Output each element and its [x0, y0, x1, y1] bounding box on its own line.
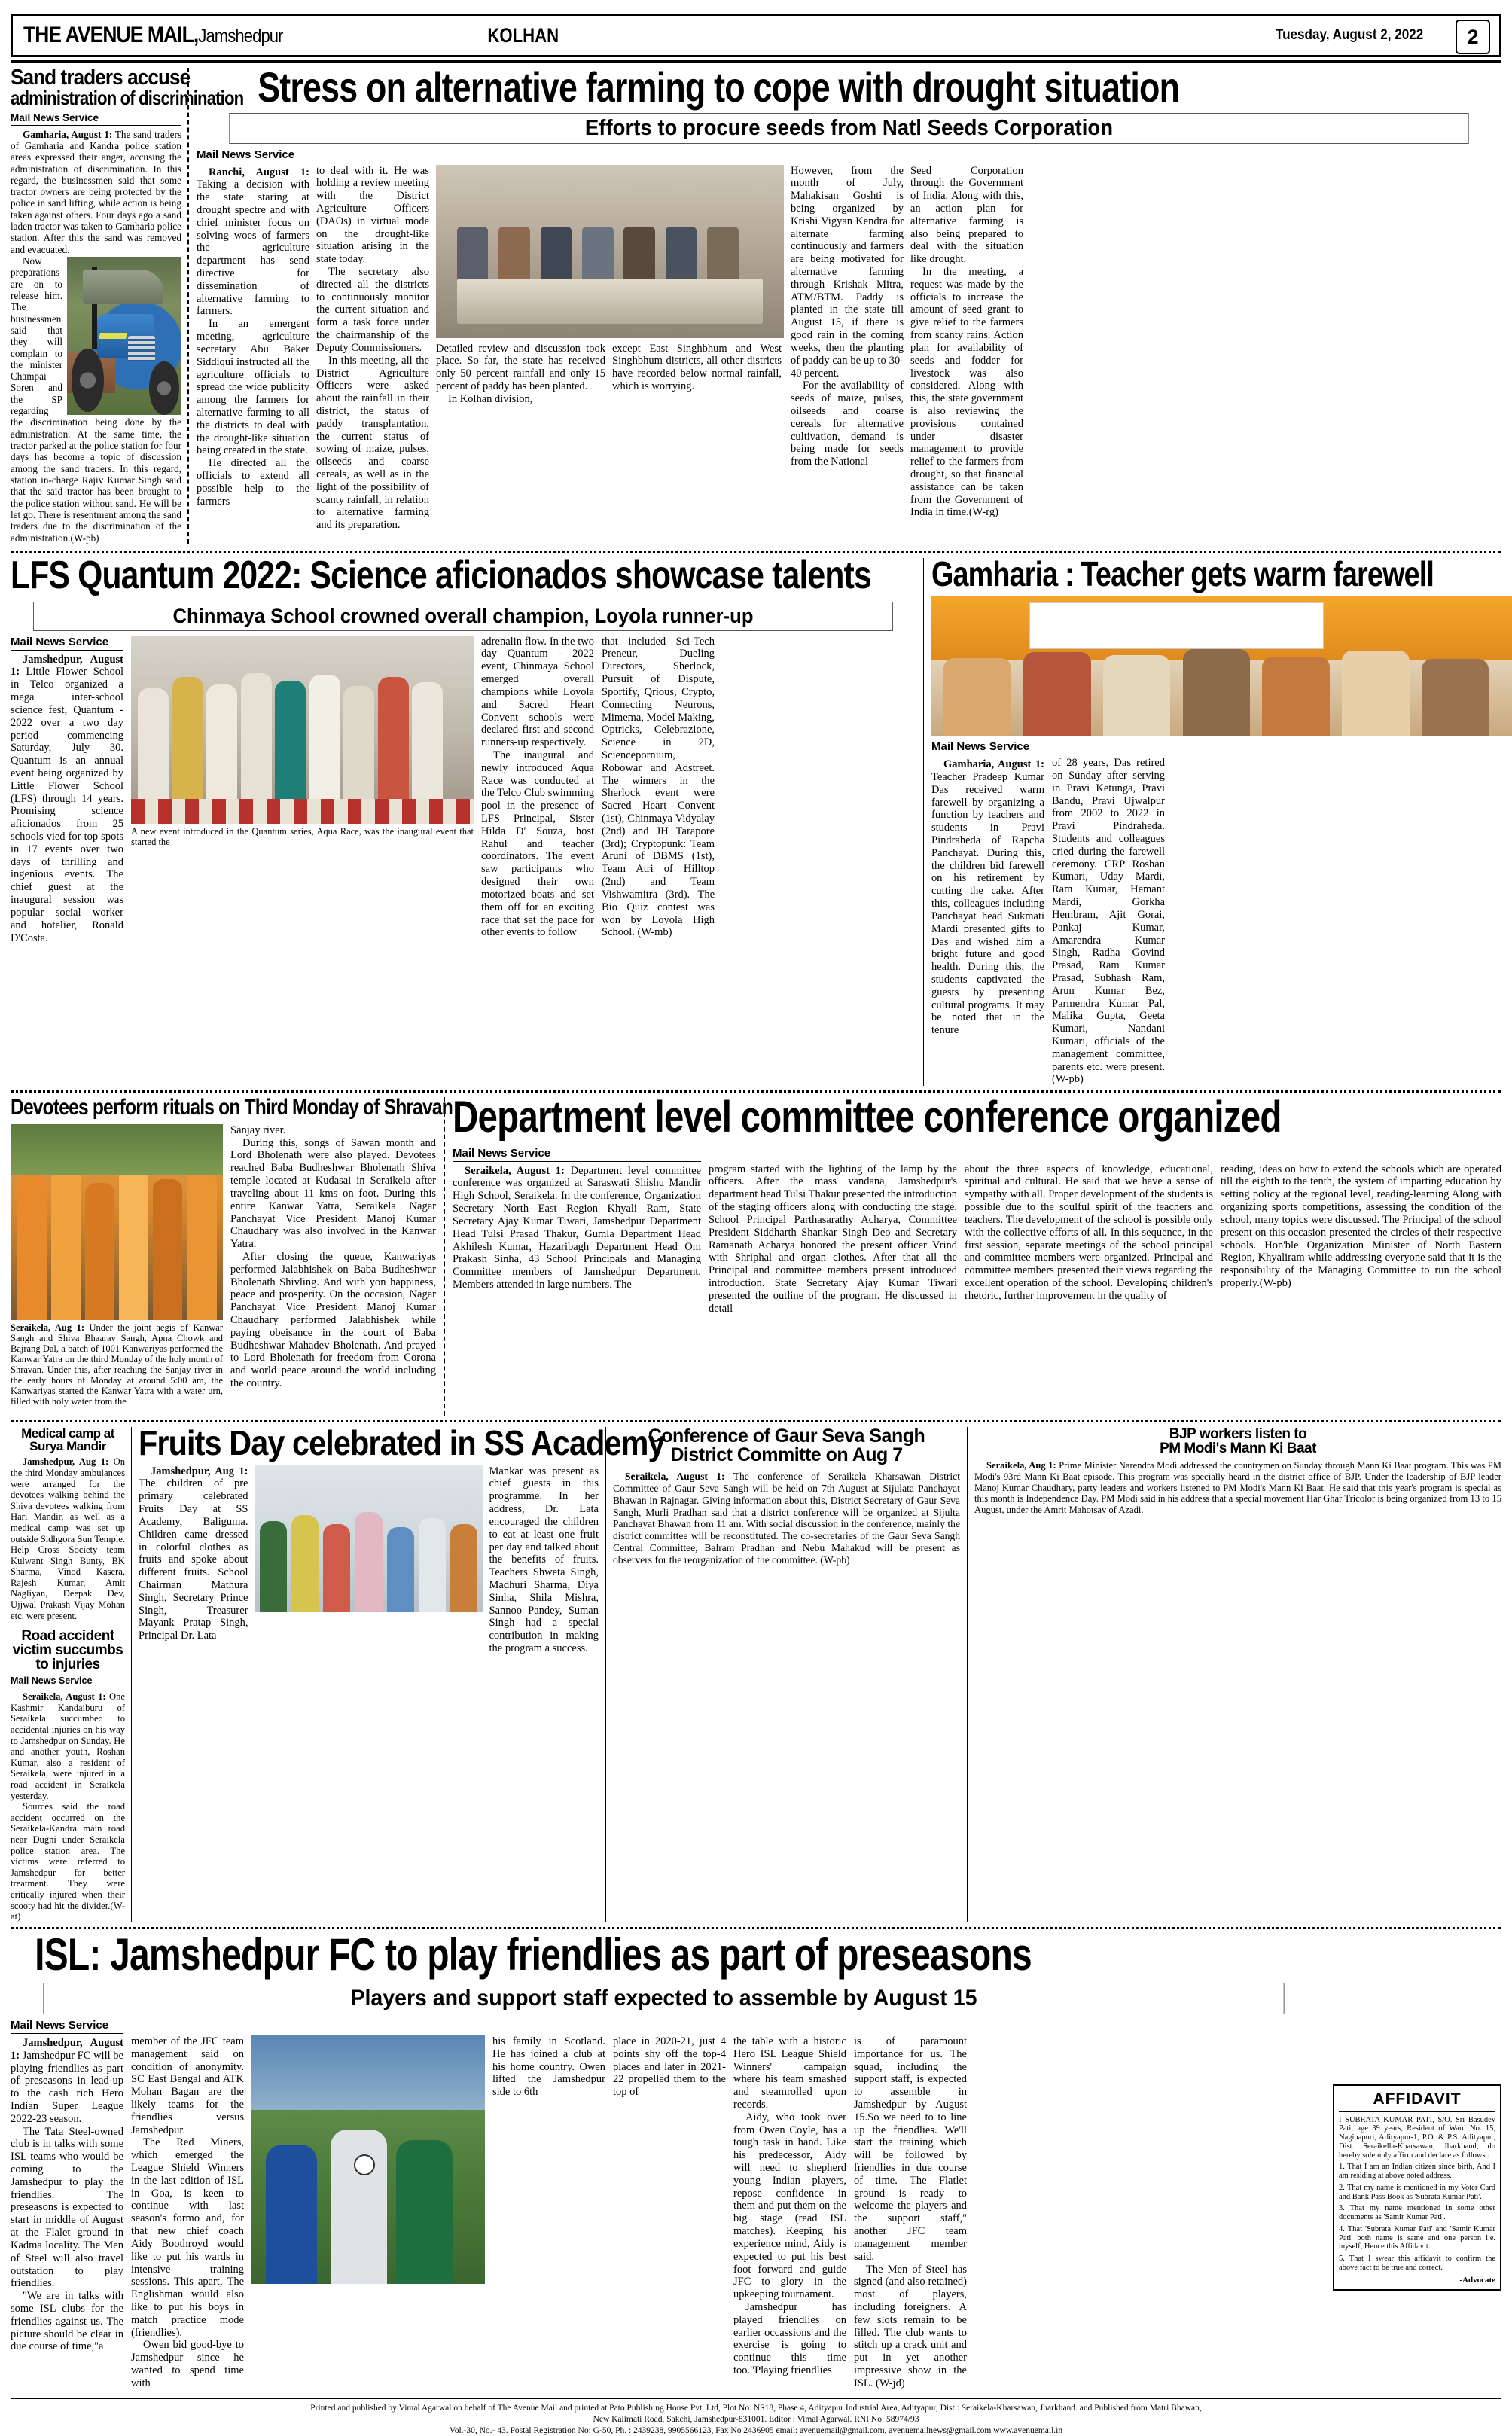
page-footer: [11, 2398, 1501, 2436]
isl-c2-p2: The Red Miners, which emerged the League Shield Winners in the last edition of ISL in Goa, is keen to continue with last season's formo and, for that new chief coach Aidy Boothroyd would like to put his wards in intensive training sessions. This apart, The Englishman would also like to put his boys in match practice mode (friendlies).: [131, 2136, 244, 2339]
isl-columns: [11, 2019, 1317, 2390]
gaur-headline-1: Conference of Gaur Seva Sangh: [648, 1425, 925, 1447]
article-road-accident: [11, 1629, 125, 1922]
sand-p1-text: The sand traders of Gamharia and Kandra police station areas expressed their anger, accusing the administration of discrimination. In this regard, the businessmen said that some tractor owners are being protected by the police in sand lifting, while action is being taken against others. Four days ago a sand laden tractor was taken to Gamharia police station. After this the sand was removed and evacuated.: [11, 128, 181, 255]
isl-c4-p1: his family in Scotland. He has joined a club at his home country. Owen lifted the Jamshedpur side to 6th: [492, 2035, 605, 2099]
affidavit-p2: 1. That I am an Indian citizen since birth, And I am residing at above noted address.: [1339, 2163, 1495, 2181]
lfs-byline: Mail News Service: [11, 636, 123, 651]
department-c1-p1-text: Department level committee conference was organized at Saraswati Shishu Mandir High School, Seraikela. In the conference, Organization Secretary North East Region Khyali Ram, State Secretary Ajay Kumar Tiwari, Jamshedpur Department Head Tulsi Prasad Thakur, Gumla Department Head Akhilesh Kumar, Hazaribagh Department Head Om Prakash Sinha, 43 School Principals and Managing Committee members of Jamshedpur Department. Members attended in large numbers. The: [453, 1164, 702, 1291]
gaur-body-text: The conference of Seraikela Kharsawan District Committee of Gaur Seva Sangh will be held on 7th August at Sijulata Panchayat Bhawan in Rajnagar. Giving information about this, District Secretary of Gaur Seva Sangh, Murli Pradhan said that a district conference will be organized at Sijulta Panchayat Bhawan from 11 am. With social discussion in the conference, mainly the district committee will be reconstituted. The co-secretaries of the Gaur Seva Sangh Central Committee, Balram Pradhan and Nebu Mahakud will be present as observers for the reorganization of the committee. (W-pb): [613, 1471, 960, 1566]
sand-dateline: Gamharia, August 1:: [23, 128, 113, 140]
isl-c1-p3: "We are in talks with some ISL clubs for the friendlies against us. The picture should be clear in due course of time,"a: [11, 2290, 123, 2353]
road-body-text: One Kashmir Kandaiburu of Seraikela succumbed to accidental injuries on his way to Jamshedpur on Sunday. He and another youth, Roshan Kumar, also a resident of Seraikela, were injured in a road accident in Seraikela yesterday.: [11, 1691, 125, 1801]
road-byline: Mail News Service: [11, 1675, 125, 1688]
article-bjp: [967, 1427, 1501, 1922]
drought-dateline: Ranchi, August 1:: [209, 166, 309, 178]
isl-c7-p1: is of paramount importance for us. The squad, including the support staff, is expected to assemble in Jamshedpur by August 15.So we need to to line up the friendlies. We'll start the training which will be followed by friendlies in due course of time. The Flatlet ground is ready to welcome the players and the support staff," another JFC team management member said.: [854, 2035, 967, 2263]
isl-col-6: [733, 2019, 846, 2390]
affidavit-title: AFFIDAVIT: [1339, 2090, 1495, 2112]
isl-c6-p2: Aidy, who took over from Owen Coyle, has a tough task in hand. Like his predecessor, Aidy will need to shepherd young Indian players, repose confidence in them and put them on the big stage (read ISL matches). Keeping his experience mind, Aidy is expected to put his best foot forward and guide JFC to glory in the upkeeping tournament.: [733, 2111, 846, 2301]
drought-c1-p3: He directed all the officials to extend all possible help to the farmers: [197, 457, 309, 508]
affidavit-box: [1333, 2084, 1501, 2291]
lfs-col-2: [131, 636, 474, 945]
gamharia-col-2: [1052, 740, 1165, 1086]
devotees-columns: [11, 1124, 436, 1416]
lfs-headline: LFS Quantum 2022: Science aficionados showcase talents: [11, 553, 871, 597]
bjp-body-text: Prime Minister Narendra Modi addressed the countrymen on Sunday through Mann Ki Baat program. This was PM Modi's 93rd Mann Ki Baat episode. This program was specially heard in the district office of BJP. Under the leadership of BJP leader Manoj Kumar Chaudhary, party leaders and workers listened to PM Modi's Mann Ki Baat. He said that this year's program is special as this month is Independence Day. PM Modi said in his address that a special movement Har Ghar Tricolor is being organized from 13 to 15 August, under the Amrit Mahotsav of Azadi.: [974, 1460, 1501, 1515]
lfs-col-4: [602, 636, 715, 945]
lfs-col-1: [11, 636, 123, 945]
footer-line-3: Vol.-30, No.- 43. Postal Registration No: G-50, Ph. : 2439238, 9905566123, Fax No 2436905 email: avenuemail@gmail.com, avenuemailnews@gmail.com www.avenuemail.in: [449, 2425, 1063, 2435]
sand-paragraph-1: [11, 129, 181, 255]
masthead-paper-name: THE AVENUE MAIL,: [23, 23, 199, 47]
isl-byline: Mail News Service: [11, 2019, 123, 2034]
gaur-text: [613, 1471, 960, 1566]
road-text-2: Sources said the road accident occurred on the Seraikela-Kandra main road near Dugni under Seraikela police station area. The victims were referred to Jamshedpur for better treatment. They were critically injured when their scooty had hit the divider.(W-at): [11, 1801, 125, 1922]
isl-subhead: Players and support staff expected to assemble by August 15: [43, 1983, 1284, 2014]
masthead-title: [23, 23, 283, 48]
fruits-headline: Fruits Day celebrated in SS Academy: [139, 1423, 665, 1463]
article-gaur-seva: [605, 1427, 967, 1922]
article-devotees: [11, 1095, 453, 1416]
divider-3: [11, 1420, 1501, 1422]
drought-c2-p3: In this meeting, all the District Agriculture Officers were asked about the rainfall in their district, the status of paddy transplantation, the current status of sowing of maize, pulses, oilseeds and coarse cereals, as well as in the light of the possibility of scanty rainfall, in relation to alternative farming and its preparation.: [316, 354, 429, 532]
isl-col-2: [131, 2019, 244, 2390]
article-isl: [11, 1928, 1325, 2390]
lfs-c1-p1: [11, 654, 123, 945]
department-c4-p1: reading, ideas on how to extend the schools which are operated till the eighth to the tenth, the system of imparting education by setting policy at the regional level, reading-learning Along with organizing sports competitions, assessing the condition of the school, many topics were discussed. The Principal of the school present on this occasion presented the circles of their respective schools. Hon'ble Organization Minister of North Eastern Region, Khyaliram while addressing everyone said that it is the responsibility of the Managing Committee to run the school properly.(W-pb): [1221, 1163, 1501, 1289]
gamharia-columns: [931, 740, 1512, 1086]
row-two: [11, 553, 1501, 1086]
gaur-headline-2: District Committe on Aug 7: [670, 1444, 903, 1466]
drought-c2-p1: to deal with it. He was holding a review meeting with the District Agriculture Officers (DAOs) in virtual mode on the drought-like situation arising in the state today.: [316, 164, 429, 266]
devotees-headline: Devotees perform rituals on Third Monday of Shravan: [11, 1095, 453, 1120]
drought-headline: Stress on alternative farming to cope with drought situation: [258, 63, 1180, 111]
fruits-columns: [139, 1465, 599, 1655]
lfs-c1-p1-text: Little Flower School in Telco organized a mega inter-school science fest, Quantum - 2022 over a two day period commencing Saturday, July 30. Quantum is an annual event being organized by Little Flower School (LFS) through 14 years. Promising science aficionados from 25 schools vied for top spots in 17 events over two days of thrilling and ingenious events. The chief guest at the inaugural session was popular social worker and hotelier, Ronald D'Costa.: [11, 666, 123, 944]
isl-c1-p1-text: Jamshedpur FC will be playing friendlies as part of preseasons in lead-up to the cash rich Hero Indian Super League 2022-23 season.: [11, 2049, 123, 2125]
fruits-photo: [255, 1465, 483, 1612]
affidavit-p1: I SUBRATA KUMAR PATI, S/O. Sri Basudev Pati, age 39 years, Resident of Ward No. 15, Naginapuri, Adityapur-1, P.O. & P.S. Adityapur, Dist. Seraikella-Kharsawan, Jharkhand, do hereby solemnly affirm and declare as follows :: [1339, 2115, 1495, 2160]
isl-col-1: [11, 2019, 123, 2390]
devotees-caption: [11, 1322, 223, 1407]
devotees-c2-p2: During this, songs of Sawan month and Lord Bholenath were also played. Devotees reached Baba Budheshwar Bholenath Shiva temple located at Kudasai in Seraikela after traveling about 11 kms on foot. During this entire Kanwar Yatra, Seraikela Nagar Panchayat Vice President Manoj Kumar Chaudhary was also involved in the Kanwar Yatra.: [230, 1136, 436, 1251]
lfs-dateline: Jamshedpur, August 1:: [11, 653, 123, 678]
article-sand-traders: [11, 66, 244, 544]
article-lfs: [11, 553, 923, 1086]
department-col-1: [453, 1147, 701, 1316]
devotees-caption-dateline: Seraikela, Aug 1:: [11, 1322, 85, 1333]
article-medical-camp: [11, 1427, 125, 1621]
bjp-headline-2: PM Modi's Mann Ki Baat: [1160, 1441, 1316, 1457]
department-headline: Department level committee conference organized: [453, 1093, 1282, 1142]
isl-c7-p2: The Men of Steel has signed (and also retained) most of players, including foreigners. A few slots remain to be filled. The club wants to stitch up a crack unit and put in yet another impressive show in the ISL. (W-jd): [854, 2263, 967, 2389]
page-number-badge: 2: [1456, 20, 1490, 54]
devotees-col-1: [11, 1124, 223, 1416]
drought-c5-p1: Seed Corporation through the Government of India. Along with this, an action plan for alternative farming is also being prepared to deal with the situation like drought.: [910, 164, 1023, 266]
department-c2-p1: program started with the lighting of the lamp by the officers. After the mass vandana, Jamshedpur's department head Tulsi Thakur presented the introduction of the staging officers along with conducting the stage. School Principal Parthasarathy Acharya, Committee President Siddharth Shankar Singh Deo and Secretary Ramanath Acharya honored the present officer Vrind with Shriphal and organ clothes. After that all the Principal and committee members present introduced introduction. State Secretary Ajay Kumar Tiwari presented the outline of the program. He discussed in detail: [709, 1163, 957, 1315]
fruits-col-2: [255, 1465, 483, 1655]
gamharia-col-1: [931, 740, 1044, 1086]
row-top: [11, 63, 1501, 544]
department-col-3: [965, 1147, 1213, 1316]
gamharia-photo: [931, 596, 1512, 736]
bjp-headline-1: BJP workers listen to: [1169, 1426, 1307, 1443]
gamharia-byline: Mail News Service: [931, 740, 1044, 755]
medical-dateline: Jamshedpur, Aug 1:: [23, 1456, 109, 1468]
kanwar-photo: [11, 1124, 223, 1320]
article-gamharia: [923, 553, 1512, 1086]
affidavit-p4: 3. That my name mentioned in some other documents as 'Samir Kumar Pati'.: [1339, 2204, 1495, 2222]
meeting-photo: [436, 165, 784, 338]
masthead: [11, 14, 1501, 57]
medical-text: [11, 1456, 125, 1621]
isl-headline: ISL: Jamshedpur FC to play friendlies as part of preseasons: [35, 1928, 1032, 1980]
isl-col-7: [854, 2019, 967, 2390]
drought-col3-sub: [436, 343, 784, 406]
lfs-c4-p1: that included Sci-Tech Preneur, Dueling Directors, Sherlock, Pursuit of Dispute, Sportify, Qrious, Crypto, Connecting Neurons, Mimema, Model Making, Optricks, Celebrazione, Science in 2D, Sciencepornium, Robowar and Adstreet. The winners in the Sherlock event were Sacred Heart Convent (1st), Chinmaya Vidyalay (2nd) and JH Tarapore (3rd); Cryptopunk: Team Aruni of DBMS (1st), Team Atri of Hilltop (2nd) and Team Vishwamitra (3rd). The Bio Quiz contest was won by Loyola High School. (W-mb): [602, 635, 715, 939]
department-col-2: [709, 1147, 957, 1316]
sand-byline: Mail News Service: [11, 112, 181, 126]
gamharia-c2-p1: of 28 years, Das retired on Sunday after serving in Pravi Ketunga, Pravi Bandu, Pravi Ujwalpur from 2002 to 2022 in Pravi Pindraheda. Students and colleagues cried during the farewell ceremony. CRP Roshan Kumari, Uday Mardi, Ram Kumar, Hemant Mardi, Gorkha Hembram, Ajit Gorai, Pankaj Kumar, Amarendra Kumar Singh, Radha Govind Prasad, Ram Kumar Prasad, Subhash Ram, Arun Kumar Bez, Parmendra Kumar Pal, Malika Gupta, Geeta Kumari, Nandani Kumari, officials of the management committee, parents etc. were present.(W-pb): [1052, 757, 1165, 1086]
department-columns: [453, 1147, 1501, 1316]
drought-col-2: [316, 148, 429, 532]
road-dateline: Seraikela, August 1:: [23, 1691, 106, 1703]
drought-c2-p2: The secretary also directed all the districts to continuously monitor the current situation and form a task force under the chairmanship of the Deputy Commissioners.: [316, 266, 429, 354]
devotees-c2-p3: After closing the queue, Kanwariyas performed Jalabhishek on Baba Budheshwar Bholenath Shivling. And with yon happiness, peace and prosperity. On the occasion, Nagar Panchayat Vice President Manoj Kumar Chaudhary performed Jalabhishek while paying obeisance in the court of Baba Budheshwar Mahadev Bholenath. And prayed to Lord Bholenath for freedom from Corona and world peace around the world including the country.: [230, 1250, 436, 1390]
medical-headline-2: Surya Mandir: [29, 1439, 106, 1454]
article-drought: [187, 63, 1501, 544]
department-c1-p1: [453, 1165, 701, 1291]
drought-col-5: [910, 148, 1023, 532]
footer-line-1: Printed and published by Vimal Agarwal on behalf of The Avenue Mail and printed at Pato Publishing House Pvt. Ltd, Plot No. NS18, Phase 4, Adityapur Industrial Area, Adityapur, Dist : Seraikela-Kharsawan, Jharkhand. and Published from Matri Bhawan,: [310, 2403, 1202, 2413]
isl-col-4: [492, 2019, 605, 2390]
drought-columns: [197, 148, 1501, 532]
isl-col-3: [251, 2019, 485, 2390]
drought-c5-p2: In the meeting, a request was made by the officials to increase the amount of seed grant to give relief to the farmers from scanty rains. Action plan for availability of seeds and fodder for livestock was also considered. Along with this, the state government is also reviewing the provisions contained under disaster management to provide relief to the farmers from drought, so that financial assistance can be taken from the Government of India in time.(W-rg): [910, 266, 1023, 519]
article-department: [444, 1093, 1501, 1416]
lfs-group-photo: [131, 636, 474, 824]
tractor-photo: [67, 257, 181, 415]
masthead-weekday: Tuesday,: [1275, 27, 1330, 43]
isl-c2-p3: Owen bid good-bye to Jamshedpur since he wanted to spend time with: [131, 2339, 244, 2389]
row-five: [11, 1928, 1501, 2390]
drought-col-1: [197, 148, 309, 532]
devotees-c2-p1: Sanjay river.: [230, 1123, 286, 1136]
fruits-col-1: [139, 1465, 248, 1655]
sand-paragraph-2: Now preparations are on to release him. The businessmen said that they will complain to the minister Champai Soren and the SP regarding the discrimination being done by the administration. At the same time, the tractor parked at the police station for four days has become a topic of discussion among the sand traders. In this regard, station in-charge Rajiv Kumar Singh said that the said tractor has been brought to the police station without sand. He will be let go. There is resentment among the sand traders due to the discrimination of the administration.(W-pb): [11, 255, 181, 544]
masthead-date: [1276, 27, 1423, 44]
medical-headline-1: Medical camp at: [21, 1426, 114, 1441]
isl-c1-p1: [11, 2037, 123, 2126]
drought-c1-p1: [197, 166, 309, 319]
bjp-text: [974, 1460, 1501, 1515]
fruits-c3-p1: Mankar was present as chief guests in this programme. In her address, Dr. Lata encouraged the children to eat at least one fruit per day and talked about the benefits of fruits. Teachers Shweta Singh, Madhuri Sharma, Diya Sinha, Shila Mishra, Sannoo Pandey, Suman Singh had a special contribution in making the program a success.: [489, 1465, 599, 1655]
masthead-section: KOLHAN: [487, 23, 559, 47]
drought-c4-p2: However, from the month of July, Mahakisan Goshti is being organized by Krishi Vigyan Kendra for alternate farming continuously and farmers are being motivated for alternative farming through Krishak Mitra, ATM/BTM. Paddy is planted in the state till August 15, if there is good rain in the coming weeks, then the planting of paddy can be up to 30-40 percent.: [791, 164, 904, 380]
drought-col-3: [436, 148, 784, 532]
affidavit-p3: 2. That my name is mentioned in my Voter Card and Bank Pass Book as 'Subrata Kumar Pati'.: [1339, 2183, 1495, 2201]
gamharia-c1-p1-text: Teacher Pradeep Kumar Das received warm farewell by organizing a function by teachers and students in Pravi Pindraheda of Rapcha Panchayat. During this, the children bid farewell on his retirement by cutting the cake. After this, colleagues including Panchayat head Sukmati Mardi presented gifts to Das and wished him a bright future and good health. During this, the students captivated the guests by presenting cultural programs. It may be noted that in the tenure: [931, 770, 1044, 1037]
gamharia-c1-p1: [931, 758, 1044, 1037]
fruits-col-3: [489, 1465, 599, 1655]
affidavit-p6: 5. That I swear this affidavit to confirm the above fact to be true and correct.: [1339, 2255, 1495, 2272]
isl-dateline: Jamshedpur, August 1:: [11, 2036, 123, 2062]
fruits-c1-p1-text: The children of pre primary celebrated Fruits Day at SS Academy, Baliguma. Children came dressed in colorful clothes as fruits and spoke about different fruits. School Chairman Mathura Singh, Secretary Prince Singh, Treasurer Mayank Pratap Singh, Principal Dr. Lata: [139, 1477, 248, 1642]
article-fruits-day: [131, 1423, 665, 1922]
isl-c2-p1: member of the JFC team management said on condition of anonymity. SC East Bengal and ATK Mohan Bagan are the likely teams for the friendlies versus Jamshedpur.: [131, 2035, 244, 2136]
isl-c6-p1: the table with a historic Hero ISL League Shield Winners' campaign where his team smashed and steamrolled upon records.: [733, 2035, 846, 2111]
department-col-4: [1221, 1147, 1501, 1316]
isl-c1-p2: The Tata Steel-owned club is in talks with some ISL teams who would be coming to the Jamshedpur to play the friendlies. The preseasons is expected to start in middle of August at the Flalet ground in Kadma locality. The Men of Steel will also travel outstation to play friendlies.: [11, 2125, 123, 2290]
devotees-col-2: [230, 1124, 436, 1416]
lfs-col-3: [481, 636, 594, 945]
gaur-body: [613, 1471, 960, 1566]
lfs-subhead: Chinmaya School crowned overall champion, Loyola runner-up: [33, 602, 893, 631]
gamharia-dateline: Gamharia, August 1:: [943, 758, 1044, 771]
road-headline-3: to injuries: [35, 1657, 100, 1673]
drought-byline: Mail News Service: [197, 148, 309, 163]
road-headline-2: victim succumbs: [12, 1642, 123, 1659]
drought-c3-p2: In Kolhan division,: [448, 392, 533, 405]
affidavit-p5: 4. That 'Subrata Kumar Pati' and 'Samir Kumar Pati' both name is same and one person i.e. myself, Hence this Affidavit.: [1339, 2224, 1495, 2252]
football-photo: [251, 2035, 485, 2284]
masthead-date-rest: August 2, 2022: [1329, 27, 1424, 43]
row-three: [11, 1093, 1501, 1416]
footer-line-2: New Kalimati Road, Sakchi, Jamshedpur-831001. Editor : Vimal Agarwal. RNI No: 58974/93: [593, 2414, 919, 2424]
column-medical-road: [11, 1427, 131, 1922]
medical-body-text: On the third Monday ambulances were arranged for the devotees walking behind the Shiva devotees walking from Hari Mandir, as well as a medical camp was set up outside Sidhgora Sun Temple. Help Cross Society team Kulwant Singh Bunty, BK Sharma, Vinod Kasera, Rajesh Kumar, Amit Nagliyan, Deepak Dev, Ujjwal Prakash Vijay Mohan etc. were present.: [11, 1456, 125, 1621]
lfs-c3-p1: adrenalin flow. In the two day Quantum - 2022 event, Chinmaya School emerged overall champions while Loyola and Sacred Heart Convent schools were declared first and second runners-up respectively.: [481, 635, 594, 749]
lfs-c3-p2: The inaugural and newly introduced Aqua Race was conducted at the Telco Club swimming pool in the presence of LFS Principal, Sister Hilda D' Souza, host Rahul and teacher coordinators. The event saw participants who designed their own motorized boats and set them off for an exciting race that set the pace for other events to follow: [481, 748, 594, 939]
drought-c1-p1-text: Taking a decision with the state staring at drought spectre and with chief minister focus on solving woes of farmers the agriculture department has send directive for dissemination of alternative farming to farmers.: [197, 178, 309, 318]
affidavit-signature: -Advocate: [1459, 2275, 1495, 2285]
drought-c3-p1: Detailed review and discussion took place. So far, the state has received only 50 percent rainfall and only 15 percent of paddy has been planted.: [436, 342, 605, 392]
road-text: [11, 1691, 125, 1801]
isl-col-5: [613, 2019, 726, 2390]
fruits-c1-p1: [139, 1465, 248, 1642]
lfs-photo-caption: A new event introduced in the Quantum series, Aqua Race, was the inaugural event that started the: [131, 825, 474, 847]
isl-c5-p1: place in 2020-21, just 4 points shy off the top-4 places and later in 2021-22 propelled them to the top of: [613, 2035, 726, 2099]
sand-headline-line1: Sand traders accuse: [11, 66, 191, 90]
devotees-caption-text: Under the joint aegis of Kanwar Sangh and Shiva Bhaarav Sangh, Apna Chowk and Bajrang Dal, a batch of 1001 Kanwariyas performed the Kanwar Yatra on the third Monday of the holy month of Shravan. Under this, after reaching the Sanjay river in the early hours of Monday at around 5:00 am, the Kanwariyas started the Kanwar Yatra with a water urn, filled with holy water from the: [11, 1322, 223, 1407]
row-four: [11, 1423, 1501, 1922]
gaur-dateline: Seraikela, August 1:: [625, 1471, 725, 1483]
affidavit-column: [1325, 1934, 1501, 2390]
bjp-dateline: Seraikela, Aug 1:: [986, 1460, 1056, 1471]
fruits-dateline: Jamshedpur, Aug 1:: [151, 1465, 248, 1477]
drought-col-4: [791, 148, 904, 532]
department-c3-p1: about the three aspects of knowledge, educational, spiritual and cultural. He said that we have a sense of sympathy with all. Proper development of the students is possible due to the soulful spirit of the teachers and teachers. The development of the school is possible only with the collective efforts of all. In this sequence, in the first session, separate meetings of the school principal and committee members were organized. Principal and committee members presented their views regarding the excellent operation of the school. Developing children's rhetoric, further improvement in the quality of: [965, 1163, 1213, 1302]
department-dateline: Seraikela, August 1:: [465, 1164, 565, 1177]
drought-c4-p3: For the availability of seeds of maize, pulses, oilseeds and coarse cereals for alternative cultivation, demand is being made for seeds from the National: [791, 380, 904, 468]
sand-headline-line2: administration of discrimination: [11, 86, 244, 109]
lfs-columns: [11, 636, 916, 945]
road-headline-1: Road accident: [21, 1628, 114, 1645]
gamharia-headline: Gamharia : Teacher gets warm farewell: [931, 553, 1434, 593]
drought-c4-p1: except East Singhbhum and West Singhbhum districts, all other districts have recorded below normal rainfall, which is worrying.: [612, 342, 782, 392]
isl-c6-p3: Jamshedpur has played friendlies on earlier occassions and the exercise is going to continue this time too."Playing friendlies: [733, 2300, 846, 2377]
department-byline: Mail News Service: [453, 1147, 701, 1162]
drought-subhead: Efforts to procure seeds from Natl Seeds Corporation: [229, 113, 1468, 144]
drought-c1-p2: In an emergent meeting, agriculture secretary Abu Baker Siddiqui instructed all the agriculture officials to spread the wide publicity among the farmers for alternative farming to all the districts to deal with the drought-like situation being created in the state.: [197, 318, 309, 457]
masthead-city: Jamshedpur: [198, 26, 283, 47]
